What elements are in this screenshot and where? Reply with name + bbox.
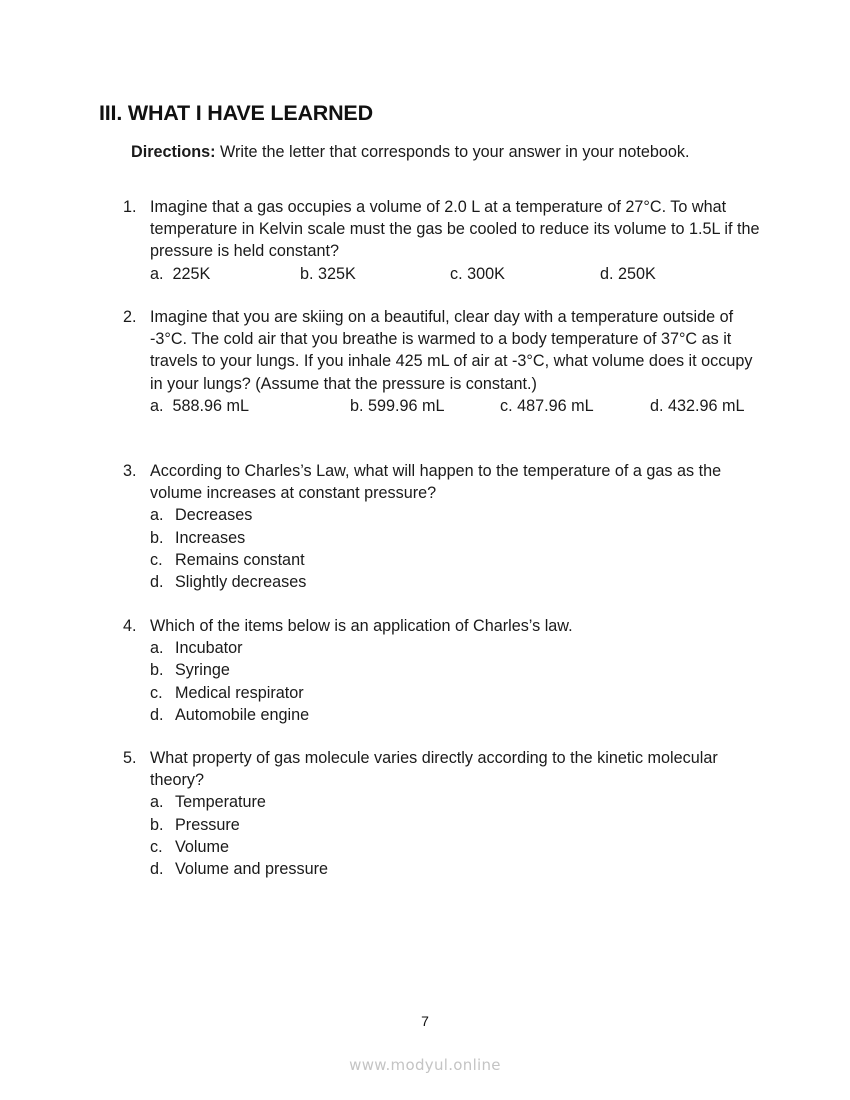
directions	[100, 141, 720, 163]
question-3	[123, 460, 763, 593]
options-row	[150, 263, 763, 285]
option-a: a. Temperature	[150, 793, 266, 812]
directions-label: Directions:	[131, 143, 216, 161]
option-a: a. Incubator	[150, 639, 243, 658]
question-stem: What property of gas molecule varies directly according to the kinetic molecular theory?	[150, 749, 718, 790]
question-1	[123, 196, 763, 285]
option-c: c. Volume	[150, 837, 229, 856]
option-d: d. Slightly decreases	[150, 573, 307, 592]
options-row	[150, 395, 763, 417]
directions-text: Write the letter that corresponds to your answer in your notebook.	[215, 143, 690, 161]
option-d: d. 432.96 mL	[650, 396, 745, 415]
question-5	[123, 747, 763, 880]
question-number: 4.	[123, 617, 137, 635]
option-d: d. Automobile engine	[150, 705, 310, 724]
section-title: III. WHAT I HAVE LEARNED	[99, 101, 373, 125]
options-list	[150, 791, 763, 880]
question-stem: Imagine that a gas occupies a volume of 2.0 L at a temperature of 27°C. To what temperature in Kelvin scale must the gas be cooled to reduce its volume to 1.5L if the pressure is held constant?	[150, 198, 760, 261]
option-c: c. 487.96 mL	[500, 396, 594, 415]
question-stem: Imagine that you are skiing on a beautiful, clear day with a temperature outside of -3°C. The cold air that you breathe is warmed to a body temperature of 37°C as it travels to your lungs. If you inhale 425 mL of air at -3°C, what volume does it occupy in your lungs? (Assume that the pressure is constant.)	[150, 308, 753, 393]
options-list	[150, 504, 763, 593]
option-b: b. 325K	[300, 264, 356, 283]
question-stem: According to Charles’s Law, what will happen to the temperature of a gas as the volume increases at constant pressure?	[150, 462, 722, 503]
option-b: b. Pressure	[150, 815, 240, 834]
question-number: 3.	[123, 462, 137, 480]
option-c: c. 300K	[450, 264, 505, 283]
option-c: c. Medical respirator	[150, 683, 304, 702]
option-b: b. Syringe	[150, 661, 230, 680]
options-list	[150, 637, 763, 726]
option-b: b. 599.96 mL	[350, 396, 445, 415]
question-number: 2.	[123, 308, 137, 326]
question-stem: Which of the items below is an application of Charles’s law.	[150, 617, 573, 635]
question-4	[123, 615, 763, 726]
question-number: 1.	[123, 198, 137, 216]
option-d: d. Volume and pressure	[150, 860, 328, 879]
option-c: c. Remains constant	[150, 550, 305, 569]
option-d: d. 250K	[600, 264, 656, 283]
page-number: 7	[421, 1013, 429, 1029]
watermark: www.modyul.online	[349, 1056, 501, 1074]
question-number: 5.	[123, 749, 137, 767]
option-a: a. Decreases	[150, 506, 253, 525]
option-a: a. 588.96 mL	[150, 396, 250, 415]
option-a: a. 225K	[150, 264, 211, 283]
option-b: b. Increases	[150, 528, 246, 547]
question-2	[123, 306, 763, 417]
